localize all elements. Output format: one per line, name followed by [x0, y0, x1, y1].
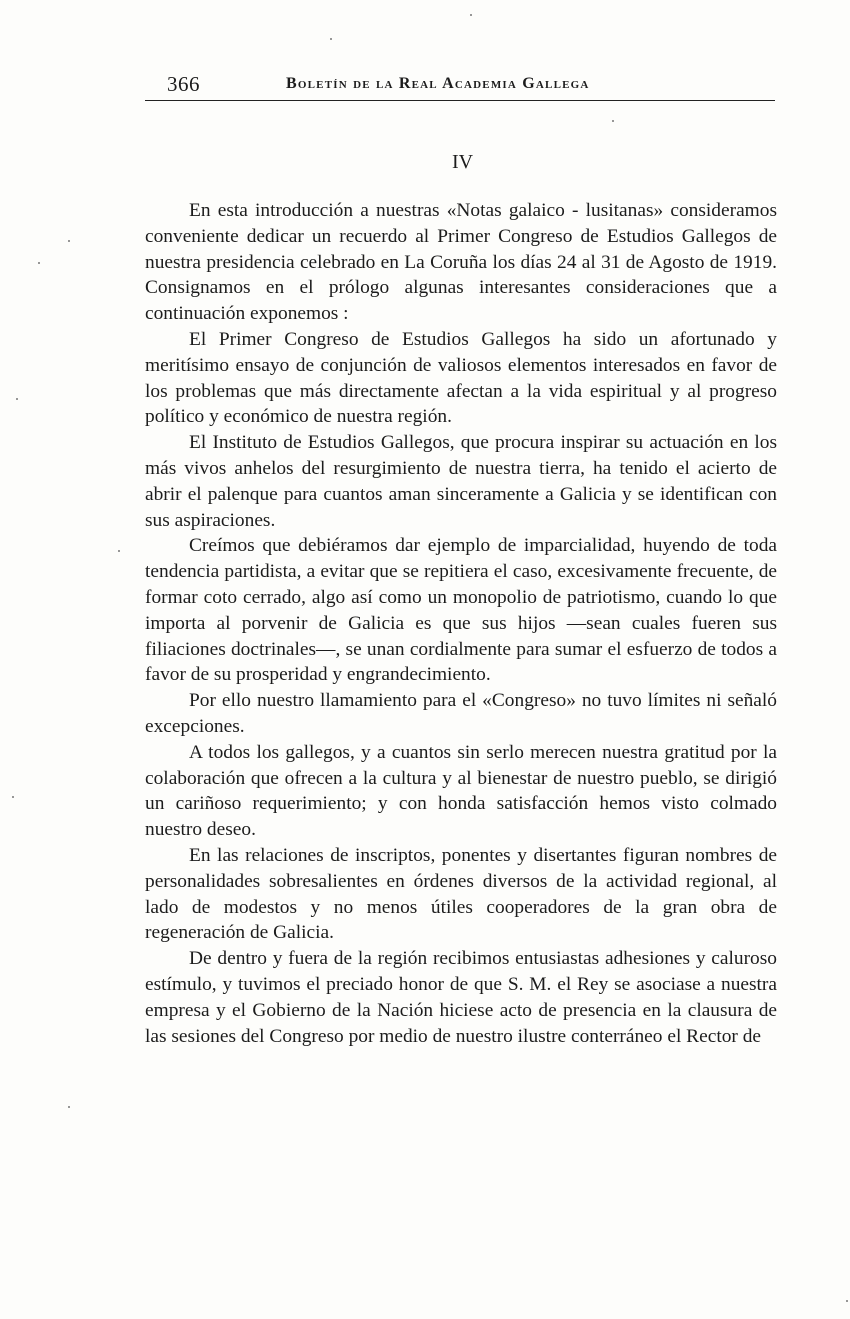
- page-number: 366: [167, 72, 200, 96]
- paragraph: En las relaciones de inscriptos, ponentes y disertantes figuran nombres de personalidades sobresalientes en órdenes diversos de la actividad regional, al lado de modestos y no menos útiles cooperadores de la gran obra de regeneración de Galicia.: [145, 844, 777, 944]
- page-header: [145, 70, 775, 101]
- paragraph: El Instituto de Estudios Gallegos, que procura inspirar su actuación en los más vivos anhelos del resurgimiento de nuestra tierra, ha tenido el acierto de abrir el palenque para cuantos aman sinceramente a Galicia y se identifican con sus aspiraciones.: [145, 432, 777, 531]
- paragraph: Creímos que debiéramos dar ejemplo de imparcialidad, huyendo de toda tendencia partidista, a evitar que se repitiera el caso, excesivamente frecuente, de formar coto cerrado, algo así como un monopolio de patriotismo, cuando lo que importa al porvenir de Galicia es que sus hijos —sean cuales fueren sus filiaciones doctrinales—, se unan cordialmente para sumar el esfuerzo de todos a favor de su prosperidad y engrandecimiento.: [145, 535, 777, 686]
- running-title: Boletín de la Real Academia Gallega: [286, 75, 590, 92]
- paragraph: A todos los gallegos, y a cuantos sin serlo merecen nuestra gratitud por la colaboración que ofrecen a la cultura y al bienestar de nuestro pueblo, se dirigió un cariñoso requerimiento; y con honda satisfacción hemos visto colmado nuestro deseo.: [145, 741, 777, 841]
- paragraph: En esta introducción a nuestras «Notas galaico - lusitanas» consideramos conveniente dedicar un recuerdo al Primer Congreso de Estudios Gallegos de nuestra presidencia celebrado en La Coruña los días 24 al 31 de Agosto de 1919. Consignamos en el prólogo algunas interesantes consideraciones que a continuación exponemos :: [145, 200, 777, 325]
- paragraph: El Primer Congreso de Estudios Gallegos ha sido un afortunado y meritísimo ensayo de conjunción de valiosos elementos interesados en favor de los problemas que más directamente afectan a la vida espiritual y al progreso político y económico de nuestra región.: [145, 328, 777, 428]
- paragraph: De dentro y fuera de la región recibimos entusiastas adhesiones y caluroso estímulo, y tuvimos el preciado honor de que S. M. el Rey se asociase a nuestra empresa y el Gobierno de la Nación hiciese acto de presencia en la clausura de las sesiones del Congreso por medio de nuestro ilustre conterráneo el Rector de: [145, 948, 777, 1047]
- paragraph: Por ello nuestro llamamiento para el «Congreso» no tuvo límites ni señaló excepciones.: [145, 690, 777, 737]
- section-heading: IV: [451, 151, 474, 173]
- body-text: [145, 198, 777, 1049]
